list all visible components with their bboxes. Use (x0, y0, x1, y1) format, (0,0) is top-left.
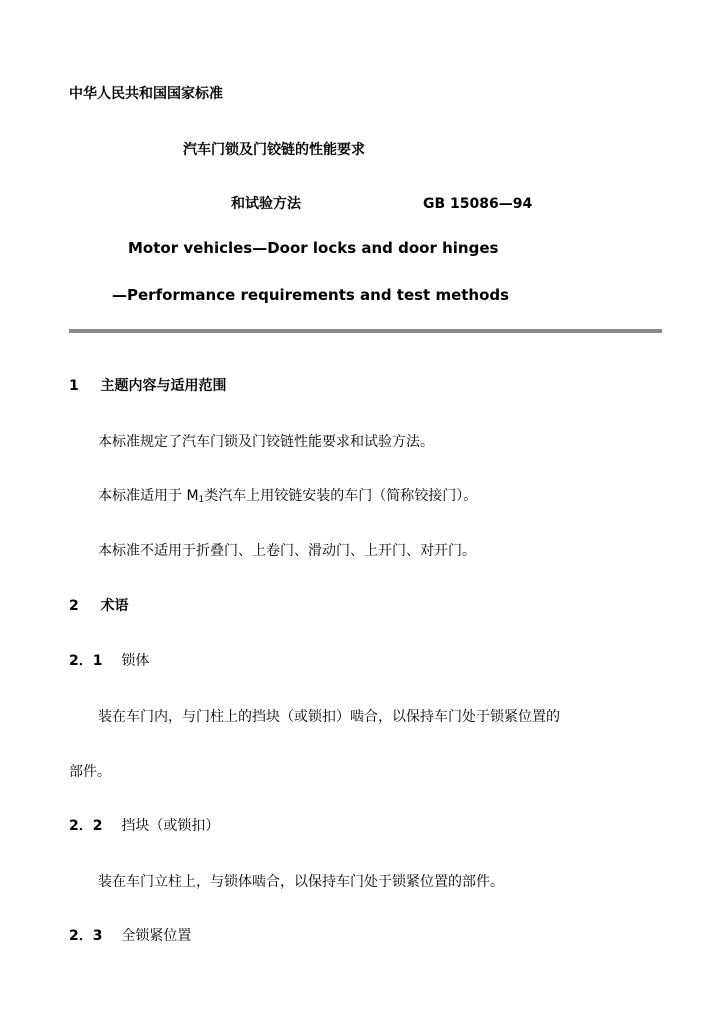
paragraph-text: 类汽车上用铰链安装的车门（简称铰接门）。 (204, 488, 478, 504)
paragraph: 本标准不适用于折叠门、上卷门、滑动门、上开门、对开门。 (98, 543, 476, 559)
term-definition: 装在车门立柱上，与锁体啮合，以保持车门处于锁紧位置的部件。 (98, 874, 504, 890)
title-cn-line-1: 汽车门锁及门铰链的性能要求 (183, 142, 365, 158)
paragraph (98, 488, 477, 508)
section-number: 2 (69, 598, 79, 614)
section-2-heading (69, 598, 129, 614)
term-definition: 装在车门内，与门柱上的挡块（或锁扣）啮合，以保持车门处于锁紧位置的 (98, 709, 560, 725)
term-name: 挡块（或锁扣） (121, 818, 220, 834)
title-en-line-2: —Performance requirements and test methods (112, 286, 510, 304)
standard-code: GB 15086—94 (423, 196, 533, 212)
term-definition: 部件。 (69, 764, 111, 780)
term-name: 锁体 (121, 653, 150, 669)
term-name: 全锁紧位置 (121, 928, 192, 944)
term-heading (69, 653, 149, 669)
section-number: 1 (69, 378, 79, 394)
header-divider (69, 329, 662, 333)
section-1-heading (69, 378, 227, 394)
term-number: 2．1 (69, 653, 103, 669)
section-title: 术语 (100, 598, 129, 614)
section-title: 主题内容与适用范围 (100, 378, 227, 394)
title-cn-line-2: 和试验方法 (231, 196, 301, 212)
term-heading (69, 928, 191, 944)
paragraph: 本标准规定了汽车门锁及门铰链性能要求和试验方法。 (98, 434, 434, 450)
title-en-line-1: Motor vehicles—Door locks and door hinges (128, 239, 499, 257)
paragraph-text: 本标准适用于 M (98, 488, 199, 504)
subscript: 1 (198, 495, 205, 505)
standard-agency: 中华人民共和国国家标准 (69, 86, 223, 102)
term-number: 2．2 (69, 818, 103, 834)
term-number: 2．3 (69, 928, 103, 944)
term-heading (69, 818, 219, 834)
